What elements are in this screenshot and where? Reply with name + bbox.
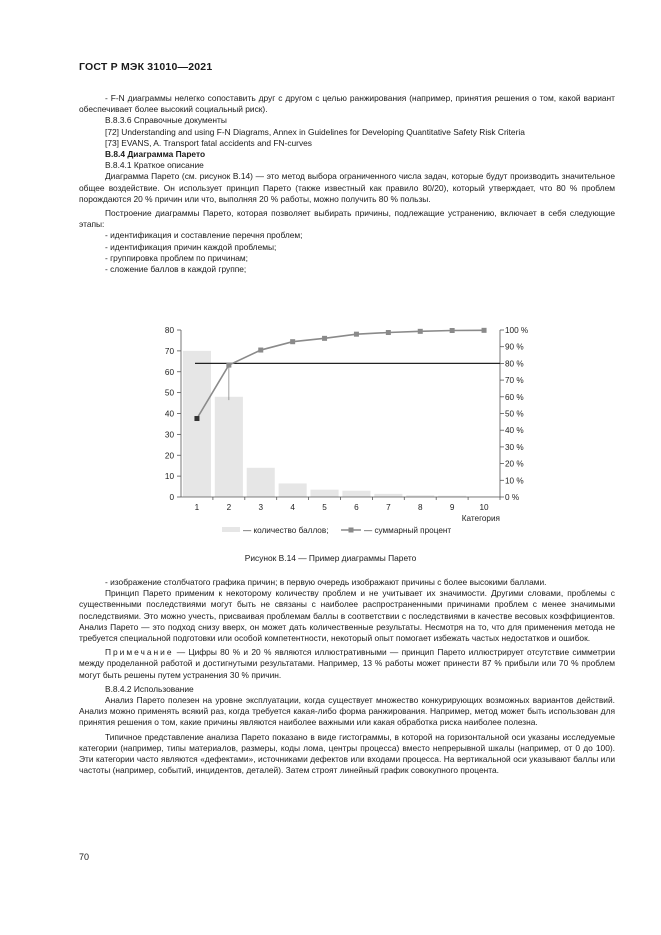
note-text: — Цифры 80 % и 20 % являются иллюстративными — принцип Парето иллюстрирует отсутствие симметрии между проделанной работой и достигнутыми результатами. Например, 13 % работы может принести 87 % прибыли или 70 % проблем могут быть решены путем устранения 30 % причин. <box>79 647 615 680</box>
left-tick-label: 10 <box>164 472 174 482</box>
right-tick-label: 0 % <box>505 493 520 502</box>
right-tick-label: 20 % <box>505 459 524 469</box>
cumulative-point <box>418 329 423 334</box>
bar <box>215 397 243 497</box>
left-tick-label: 70 <box>164 346 174 356</box>
document-header: ГОСТ Р МЭК 31010—2021 <box>79 61 213 73</box>
right-tick-label: 10 % <box>505 476 524 486</box>
bottom-text-block <box>79 577 615 776</box>
x-tick-label: 6 <box>354 503 359 512</box>
subsection-heading: B.8.4.1 Краткое описание <box>105 160 204 171</box>
note-paragraph <box>79 647 615 681</box>
x-tick-label: 3 <box>258 503 264 512</box>
cumulative-point <box>322 336 327 341</box>
bar <box>279 483 307 497</box>
legend-bar-label: — количество баллов; <box>243 526 329 535</box>
cumulative-point <box>258 348 263 353</box>
pareto-steps-intro: Построение диаграммы Парето, которая позволяет выбирать причины, подлежащие устранению, включает в себя следующие этапы: <box>79 208 615 230</box>
legend-line-label: — суммарный процент <box>364 526 452 535</box>
x-tick-label: 1 <box>194 503 200 512</box>
step-item: - группировка проблем по причинам; <box>105 252 248 263</box>
pareto-step-final: - изображение столбчатого графика причин; в первую очередь изображают причины с более высокими баллами. <box>105 577 547 587</box>
step-item: - сложение баллов в каждой группе; <box>105 264 247 275</box>
reference-72: [72] Understanding and using F-N Diagrams, Annex in Guidelines for Developing Quantitative Safety Risk Criteria <box>105 126 525 137</box>
left-tick-label: 80 <box>164 326 174 335</box>
pareto-principle-paragraph: Принцип Парето применим к некоторому количеству проблем и не учитывает их значимости. Другими словами, проблемы с существенными последствиями могут быть не связаны с наиболее распространенными причинами проблем с менее значимыми последствиями. Это можно учесть, присваивая проблемам баллы в соответствии с последствиями в качестве весовых коэффициентов. Анализ Парето — это подход снизу вверх, он может дать количественные результаты. Несмотря на то, что для применения метода не требуется специальной подготовки или особой компетентности, некоторый опыт помогает избежать частых недостатков и ошибок. <box>79 588 615 644</box>
right-tick-label: 40 % <box>505 426 524 436</box>
usage-paragraph: Анализ Парето полезен на уровне эксплуатации, когда существует множество конкурирующих возможных вариантов действий. Анализ можно применять всякий раз, когда требуется какая-либо форма ранжирования. Например, метод может быть использован для принятия решения о том, какие причины являются наиболее важными или какая обработка риска наиболее полезна. <box>79 695 615 728</box>
x-tick-label: 7 <box>386 503 391 512</box>
left-tick-label: 20 <box>164 451 174 461</box>
left-tick-label: 30 <box>164 430 174 440</box>
cumulative-point <box>386 330 391 335</box>
representation-paragraph: Типичное представление анализа Парето показано в виде гистограммы, в которой на горизонтальной оси указаны исследуемые категории (например, типы материалов, размеры, коды лома, центры процесса) вместо непрерывной шкалы (например, от 0 до 100). Эти категории часто являются «дефектами», источниками дефектов или входами процесса. На вертикальной оси указывают баллы или частоты (например, событий, инцидентов, деталей). Затем строят линейный график совокупного процента. <box>79 731 615 776</box>
right-tick-label: 50 % <box>505 409 524 419</box>
fn-limitation-item: - F-N диаграммы нелегко сопоставить друг с другом с целью ранжирования (например, принятия решения о том, какой вариант обеспечивает более высокий социальный риск). <box>79 93 615 115</box>
right-tick-label: 70 % <box>505 376 524 386</box>
legend-line-marker <box>349 528 354 533</box>
usage-subsection-heading: B.8.4.2 Использование <box>105 683 194 694</box>
bar <box>183 351 211 497</box>
bar <box>247 468 275 497</box>
references-heading: B.8.3.6 Справочные документы <box>105 115 227 126</box>
bar <box>311 490 339 497</box>
right-tick-label: 100 % <box>505 326 529 335</box>
x-tick-label: 5 <box>322 503 327 512</box>
pareto-description-paragraph: Диаграмма Парето (см. рисунок В.14) — это метод выбора ограниченного числа задач, которые будут производить значительное общее воздействие. Он использует принцип Парето (также известный как правило 80/20), который утверждает, что 80 % проблем порождаются 20 % причин или что, выполняя 20 % работы, можно получить 80 % пользы. <box>79 171 615 204</box>
left-tick-label: 60 <box>164 367 174 377</box>
right-tick-label: 80 % <box>505 359 524 369</box>
left-tick-label: 40 <box>164 409 174 419</box>
x-tick-label: 4 <box>290 503 295 512</box>
left-tick-label: 0 <box>169 493 174 502</box>
cumulative-point <box>450 328 455 333</box>
cumulative-point <box>354 332 359 337</box>
step-item: - идентификация причин каждой проблемы; <box>105 241 277 252</box>
cumulative-point <box>226 363 231 368</box>
cumulative-point <box>194 416 199 421</box>
bar <box>342 491 370 497</box>
cumulative-point <box>482 328 487 333</box>
x-tick-label: 8 <box>417 503 423 512</box>
x-tick-label: 9 <box>449 503 455 512</box>
figure-caption: Рисунок В.14 — Пример диаграммы Парето <box>244 553 417 563</box>
cumulative-point <box>290 339 295 344</box>
legend-bar-swatch <box>222 527 240 532</box>
x-tick-label: 10 <box>479 503 489 512</box>
right-tick-label: 30 % <box>505 442 524 452</box>
x-tick-label: 2 <box>226 503 232 512</box>
bar <box>374 494 402 497</box>
step-item: - идентификация и составление перечня проблем; <box>105 230 303 241</box>
reference-73: [73] EVANS, A. Transport fatal accidents and FN-curves <box>105 137 312 148</box>
right-tick-label: 90 % <box>505 342 524 352</box>
left-tick-label: 50 <box>164 388 174 398</box>
note-label: Примечание <box>105 647 174 658</box>
x-axis-label: Категория <box>461 514 500 523</box>
right-tick-label: 60 % <box>505 392 524 402</box>
page-number: 70 <box>79 852 90 862</box>
section-heading: B.8.4 Диаграмма Парето <box>105 149 206 160</box>
